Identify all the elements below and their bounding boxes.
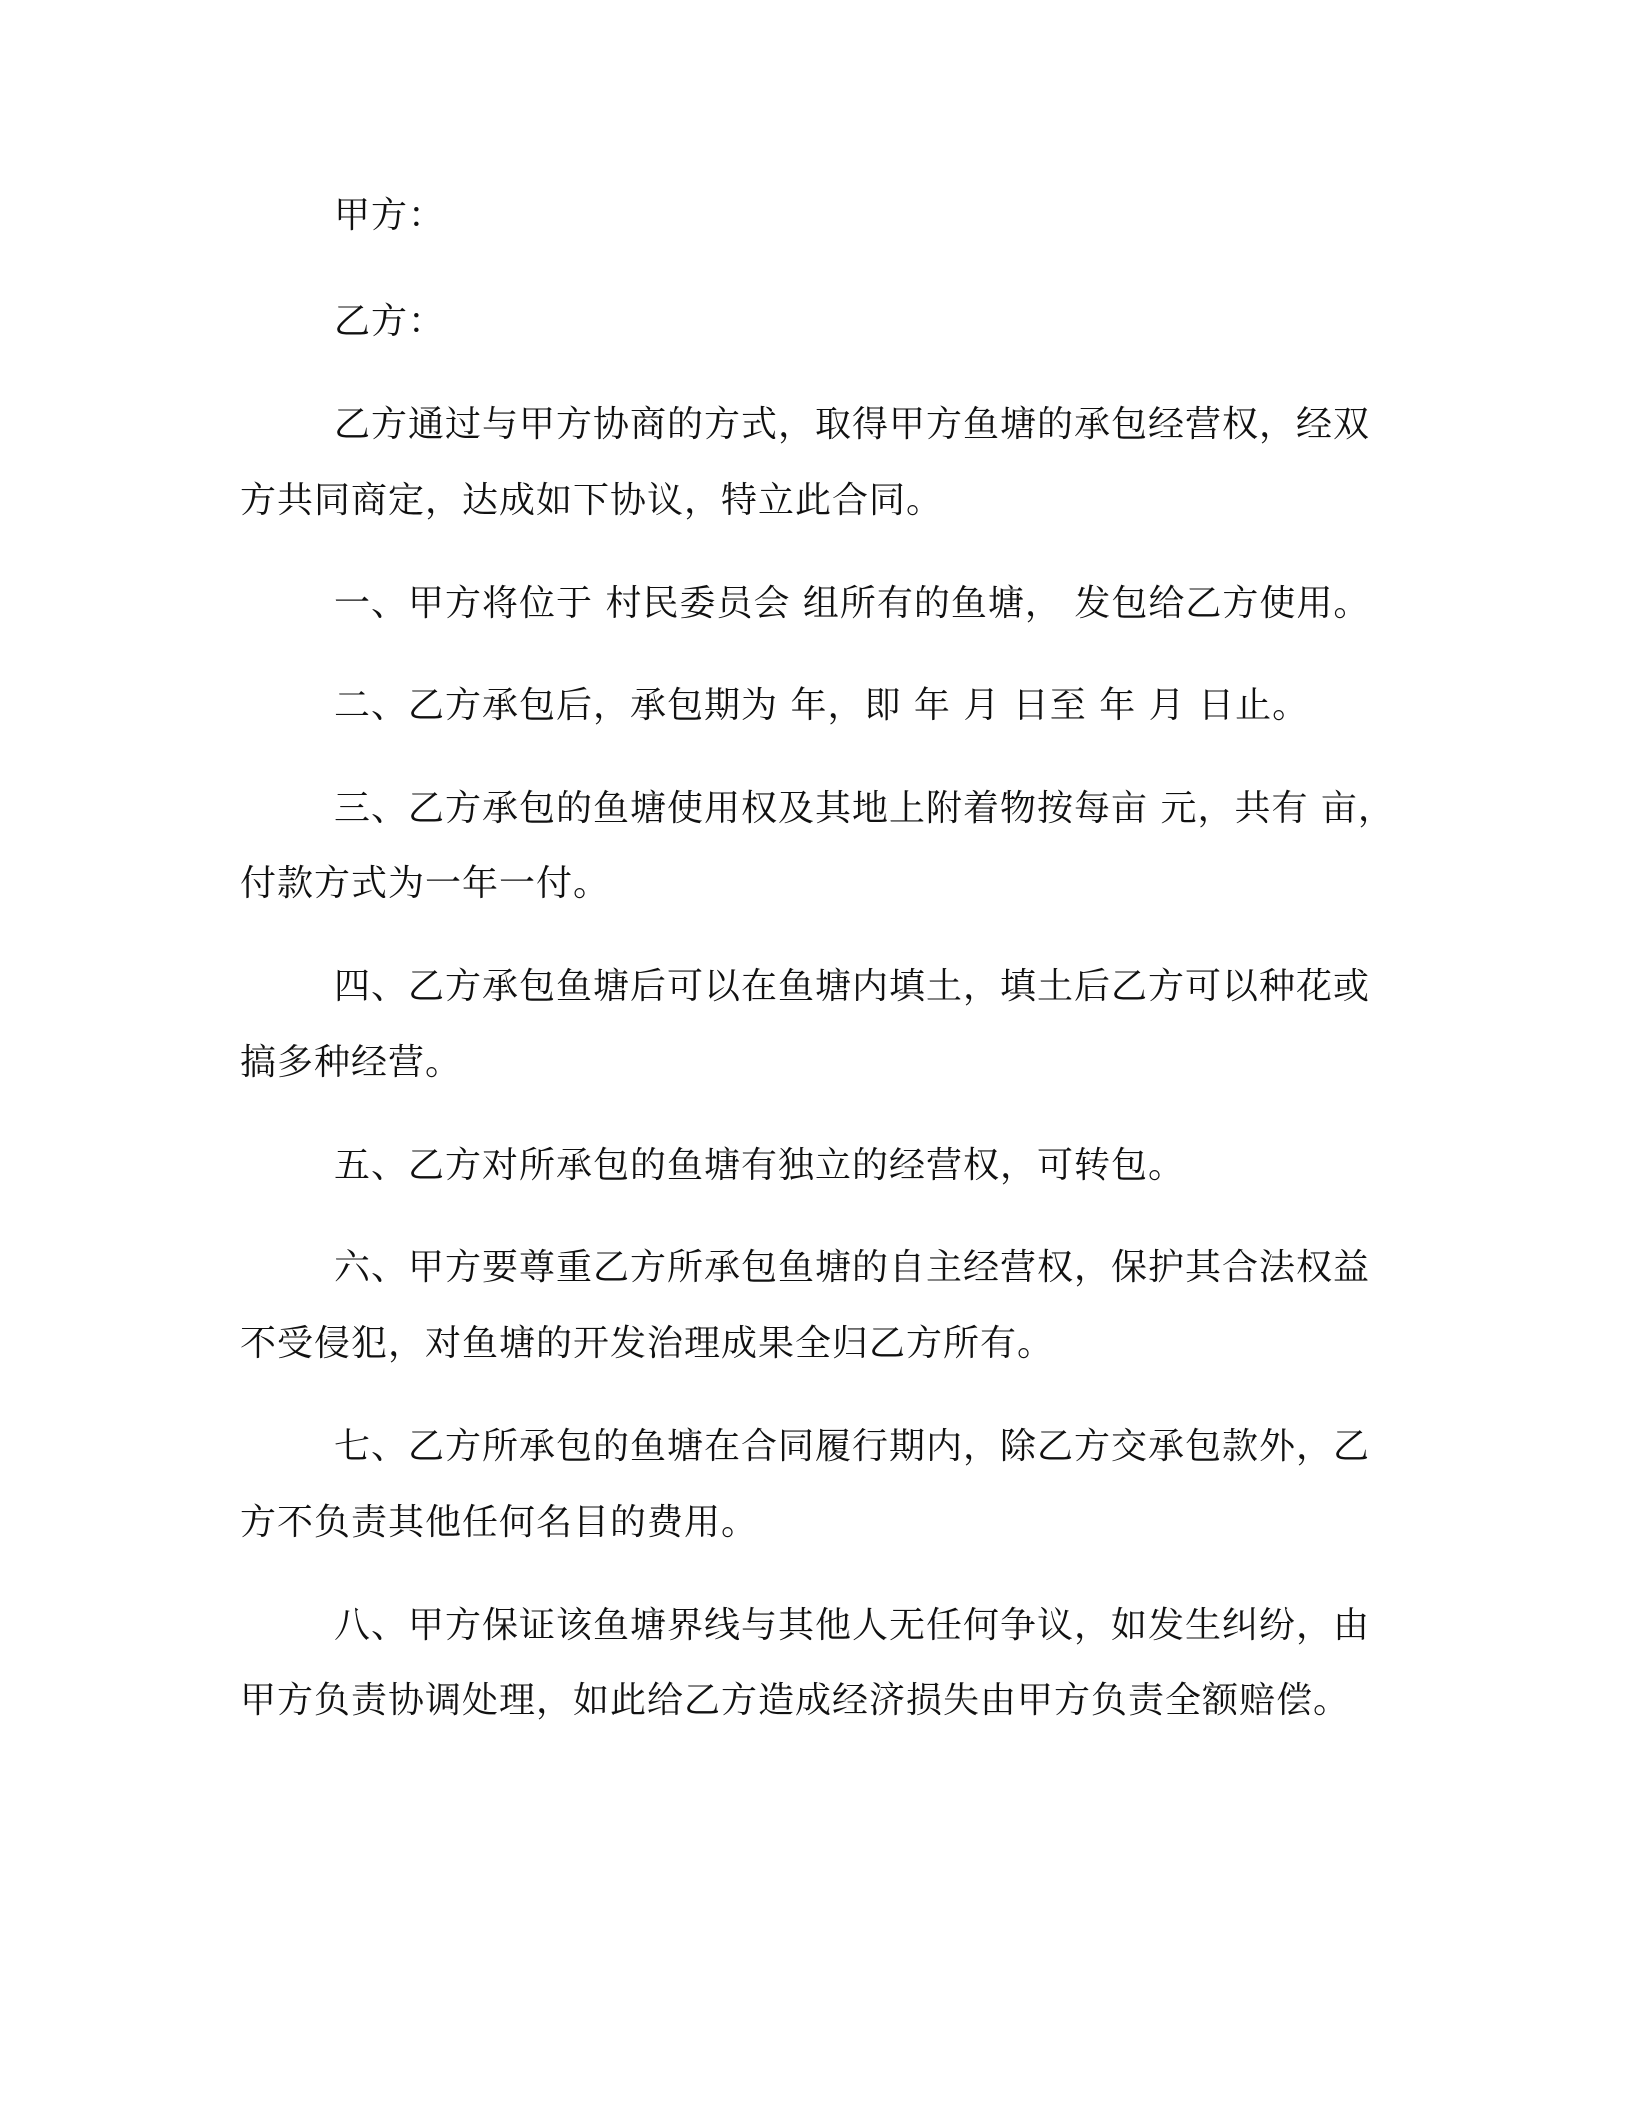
clause-7-line-2: 方不负责其他任何名目的费用。 [240,1502,759,1543]
clause-3-line-1: 三、乙方承包的鱼塘使用权及其地上附着物按每亩 元，共有 亩， [334,788,1395,829]
clause-8-line-1: 八、甲方保证该鱼塘界线与其他人无任何争议，如发生纠纷，由 [334,1605,1371,1646]
clause-6-line-1: 六、甲方要尊重乙方所承包鱼塘的自主经营权，保护其合法权益 [334,1247,1371,1288]
clause-1: 一、甲方将位于 村民委员会 组所有的鱼塘， 发包给乙方使用。 [334,583,1371,624]
intro-paragraph-line-2: 方共同商定，达成如下协议，特立此合同。 [240,480,944,521]
clause-2: 二、乙方承包后，承包期为 年，即 年 月 日至 年 月 日止。 [334,685,1310,726]
clause-5: 五、乙方对所承包的鱼塘有独立的经营权，可转包。 [334,1145,1186,1186]
clause-7-line-1: 七、乙方所承包的鱼塘在合同履行期内，除乙方交承包款外，乙 [334,1426,1371,1467]
party-a-label: 甲方： [334,195,446,236]
clause-4-line-1: 四、乙方承包鱼塘后可以在鱼塘内填土，填土后乙方可以种花或 [334,966,1371,1007]
clause-6-line-2: 不受侵犯，对鱼塘的开发治理成果全归乙方所有。 [240,1323,1055,1364]
clause-3-line-2: 付款方式为一年一付。 [240,863,611,904]
clause-8-line-2: 甲方负责协调处理，如此给乙方造成经济损失由甲方负责全额赔偿。 [240,1680,1351,1721]
party-b-label: 乙方： [334,301,446,342]
clause-4-line-2: 搞多种经营。 [240,1042,463,1083]
intro-paragraph-line-1: 乙方通过与甲方协商的方式，取得甲方鱼塘的承包经营权，经双 [334,404,1371,445]
